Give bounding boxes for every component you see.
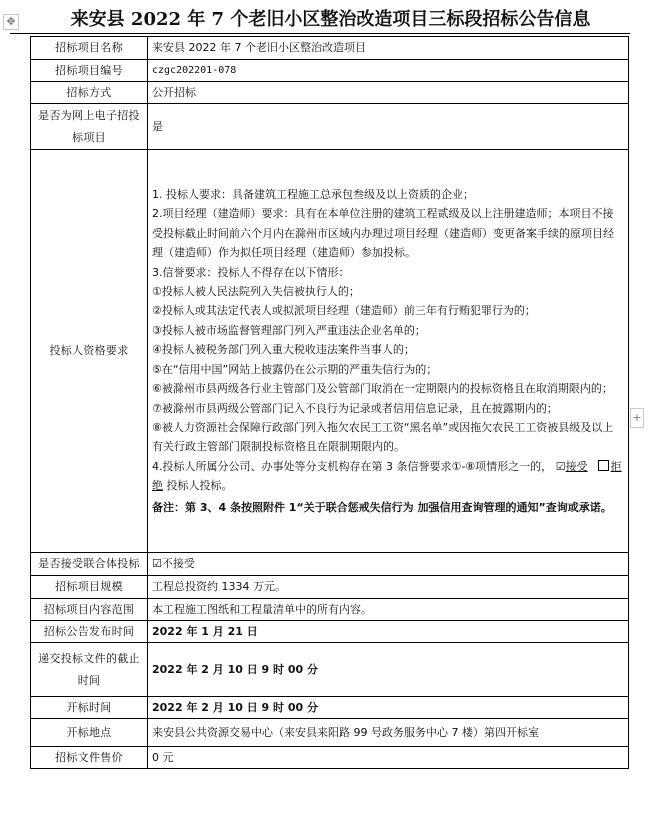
accept-checkbox[interactable]: ☑ xyxy=(555,459,566,473)
row-value: 来安县 2022 年 7 个老旧小区整治改造项目 xyxy=(148,37,629,60)
table-row xyxy=(31,104,629,150)
add-row-icon[interactable]: + xyxy=(630,408,644,428)
row-value: 0 元 xyxy=(148,747,629,769)
credit-condition-5: ⑤在“信用中国”网站上披露仍在公示期的严重失信行为的； xyxy=(152,362,438,376)
table-row xyxy=(31,747,629,769)
page-title: 来安县 2022 年 7 个老旧小区整治改造项目三标段招标公告信息 xyxy=(70,9,591,30)
qualification-item-2: 2.项目经理（建造师）要求：具有在本单位注册的建筑工程贰级及以上注册建造师；本项目不接受投标截止时间前六个月内在滁州市区域内办理过项目经理（建造师）变更备案手续的原项目经理（建造师）作为拟任项目经理（建造师）参加投标。 xyxy=(152,207,614,260)
table-row xyxy=(31,553,629,576)
row-label: 招标项目名称 xyxy=(31,37,148,60)
qualification-item-3: 3.信誉要求：投标人不得存在以下情形： xyxy=(152,265,350,279)
table-row xyxy=(31,697,629,719)
reject-label: 拒绝 xyxy=(152,459,622,493)
table-row xyxy=(31,37,629,60)
row-label: 招标项目内容范围 xyxy=(31,599,148,621)
credit-condition-1: ①投标人被人民法院列入失信被执行人的； xyxy=(152,285,360,299)
row-value: 2022 年 1 月 21 日 xyxy=(148,621,629,643)
row-value: czgc202201-078 xyxy=(148,60,629,82)
qualification-cell xyxy=(148,150,629,553)
row-label: 是否为网上电子招投标项目 xyxy=(31,104,148,150)
row-value: 2022 年 2 月 10 日 9 时 00 分 xyxy=(148,697,629,719)
credit-condition-2: ②投标人或其法定代表人或拟派项目经理（建造师）前三年有行贿犯罪行为的； xyxy=(152,304,536,318)
row-value: 来安县公共资源交易中心（来安县来阳路 99 号政务服务中心 7 楼）第四开标室 xyxy=(148,719,629,747)
tender-info-table xyxy=(30,36,629,769)
row-label: 招标项目规模 xyxy=(31,576,148,599)
credit-condition-6: ⑥被滁州市县两级各行业主管部门及公管部门取消在一定期限内的投标资格且在取消期限内的； xyxy=(152,382,613,396)
qualification-item-4 xyxy=(152,457,624,496)
table-row xyxy=(31,719,629,747)
row-value: 2022 年 2 月 10 日 9 时 00 分 xyxy=(148,643,629,697)
row-value: 本工程施工图纸和工程量清单中的所有内容。 xyxy=(148,599,629,621)
credit-condition-8: ⑧被人力资源社会保障行政部门列入拖欠农民工工资“黑名单”或因拖欠农民工工资被县级及以上有关行政主管部门限制投标资格且在限制期限内的。 xyxy=(152,420,614,454)
row-value: 是 xyxy=(148,104,629,150)
item4-text: 4.投标人所属分公司、办事处等分支机构存在第 3 条信誉要求①-⑧项情形之一的， xyxy=(152,459,553,473)
row-label: 是否接受联合体投标 xyxy=(31,553,148,576)
table-row xyxy=(31,599,629,621)
table-row xyxy=(31,150,629,553)
table-move-handle[interactable]: ✥ xyxy=(3,14,19,30)
table-row xyxy=(31,643,629,697)
row-label: 递交投标文件的截止时间 xyxy=(31,643,148,697)
table-row xyxy=(31,621,629,643)
row-label: 招标方式 xyxy=(31,82,148,104)
item4-suffix: 投标人投标。 xyxy=(166,479,233,493)
table-row xyxy=(31,60,629,82)
table-row xyxy=(31,82,629,104)
credit-condition-3: ③投标人被市场监督管理部门列入严重违法企业名单的； xyxy=(152,323,426,337)
row-label: 招标项目编号 xyxy=(31,60,148,82)
qualification-note: 备注：第 3、4 条按照附件 1“关于联合惩戒失信行为 加强信用查询管理的通知”查询或承诺。 xyxy=(152,500,612,514)
row-label: 开标地点 xyxy=(31,719,148,747)
table-row xyxy=(31,576,629,599)
row-value: ☑不接受 xyxy=(148,553,629,576)
row-value: 工程总投资约 1334 万元。 xyxy=(148,576,629,599)
row-label: 招标文件售价 xyxy=(31,747,148,769)
reject-checkbox[interactable] xyxy=(598,460,609,471)
row-label: 投标人资格要求 xyxy=(31,150,148,553)
credit-condition-4: ④投标人被税务部门列入重大税收违法案件当事人的； xyxy=(152,343,415,357)
credit-condition-7: ⑦被滁州市县两级公管部门记入不良行为记录或者信用信息记录，且在披露期内的； xyxy=(152,401,558,415)
qualification-item-1: 1. 投标人要求：具备建筑工程施工总承包叁级及以上资质的企业； xyxy=(152,188,474,202)
row-label: 招标公告发布时间 xyxy=(31,621,148,643)
row-label: 开标时间 xyxy=(31,697,148,719)
row-value: 公开招标 xyxy=(148,82,629,104)
title-underline xyxy=(10,33,630,34)
accept-label: 接受 xyxy=(565,459,588,473)
